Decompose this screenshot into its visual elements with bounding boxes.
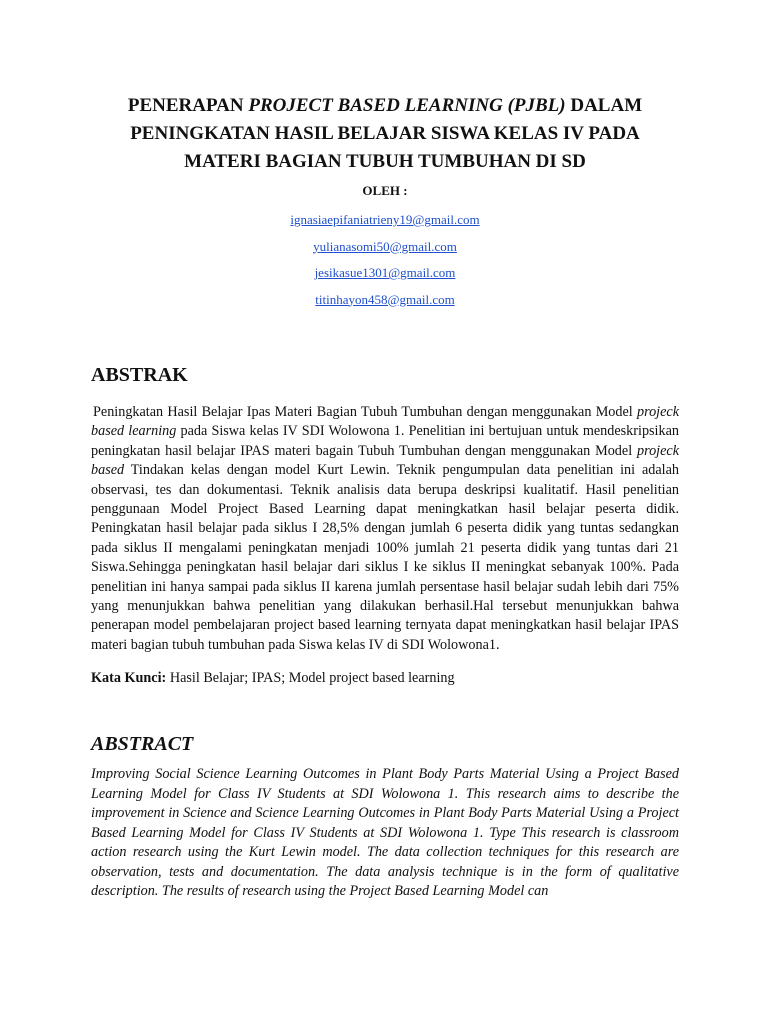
title-part-2: DALAM PENINGKATAN HASIL BELAJAR SISWA KELAS IV PADA MATERI BAGIAN TUBUH TUMBUHAN DI SD	[130, 95, 643, 172]
author-email-link[interactable]: jesikasue1301@gmail.com	[314, 265, 456, 280]
author-email-link[interactable]: titinhayon458@gmail.com	[315, 291, 455, 307]
abstrak-text-3: Tindakan kelas dengan model Kurt Lewin. Teknik pengumpulan data penelitian ini adalah observasi, tes dan dokumentasi. Teknik analisis data berupa deskripsi kualitatif. Hasil penelitian penggunaan Model Project Based Learning dapat meningkatkan hasil belajar peserta didik. Peningkatan hasil belajar pada siklus I 28,5% dengan jumlah 6 peserta didik yang tuntas sedangkan pada siklus II mengalami peningkatan menjadi 100% jumlah 21 peserta didik yang tuntas dari 21 Siswa.Sehingga peningkatan hasil belajar dari siklus I ke siklus II meningkat sebanyak 100%. Pada penelitian ini hanya sampai pada siklus II karena jumlah persentase hasil belajar sudah lebih dari 75% yang menunjukkan bahwa penelitian yang dilakukan berhasil.Hal tersebut menunjukkan bahwa penerapan model pembelajaran project based learning ternyata dapat meningkatkan hasil belajar IPAS materi bagian tubuh tumbuhan pada Siswa kelas IV di SDI Wolowona1.	[91, 462, 679, 653]
abstrak-body	[91, 403, 679, 655]
abstrak-italic-2: projeck based	[91, 442, 679, 479]
author-label: OLEH :	[362, 183, 408, 198]
abstrak-heading: ABSTRAK	[91, 364, 188, 386]
author-email-list	[91, 207, 679, 313]
keywords-value: Hasil Belajar; IPAS; Model project based learning	[166, 670, 455, 687]
abstract-body: Improving Social Science Learning Outcomes in Plant Body Parts Material Using a Project Based Learning Model for Class IV Students at SDI Wolowona 1. This research aims to describe the improvement in Science and Science Learning Outcomes in Plant Body Parts Material Using a Project Based Learning Model for Class IV Students at SDI Wolowona 1. Type This research is classroom action research using the Kurt Lewin model. The data collection techniques for this research are observation, tests and documentation. The data analysis technique is in the form of qualitative description. The results of research using the Project Based Learning Model can	[91, 766, 679, 899]
author-email-link[interactable]: yulianasomi50@gmail.com	[313, 238, 457, 254]
author-email-link[interactable]: ignasiaepifaniatrieny19@gmail.com	[290, 212, 480, 227]
keywords-label: Kata Kunci:	[91, 670, 167, 687]
abstrak-text-1: Peningkatan Hasil Belajar Ipas Materi Bagian Tubuh Tumbuhan dengan menggunakan Model	[93, 404, 637, 420]
abstrak-text-2: pada Siswa kelas IV SDI Wolowona 1. Penelitian ini bertujuan untuk mendeskripsikan peningkatan hasil belajar IPAS materi bagain Tubuh Tumbuhan dengan menggunakan Model	[91, 423, 679, 459]
title-part-1: PENERAPAN	[127, 95, 249, 116]
paper-title	[91, 92, 679, 176]
abstract-heading: ABSTRACT	[91, 733, 194, 756]
title-italic-term: PROJECT BASED LEARNING (PJBL)	[248, 95, 566, 116]
abstrak-italic-1: projeck based learning	[91, 404, 679, 440]
keywords-line	[91, 669, 679, 688]
